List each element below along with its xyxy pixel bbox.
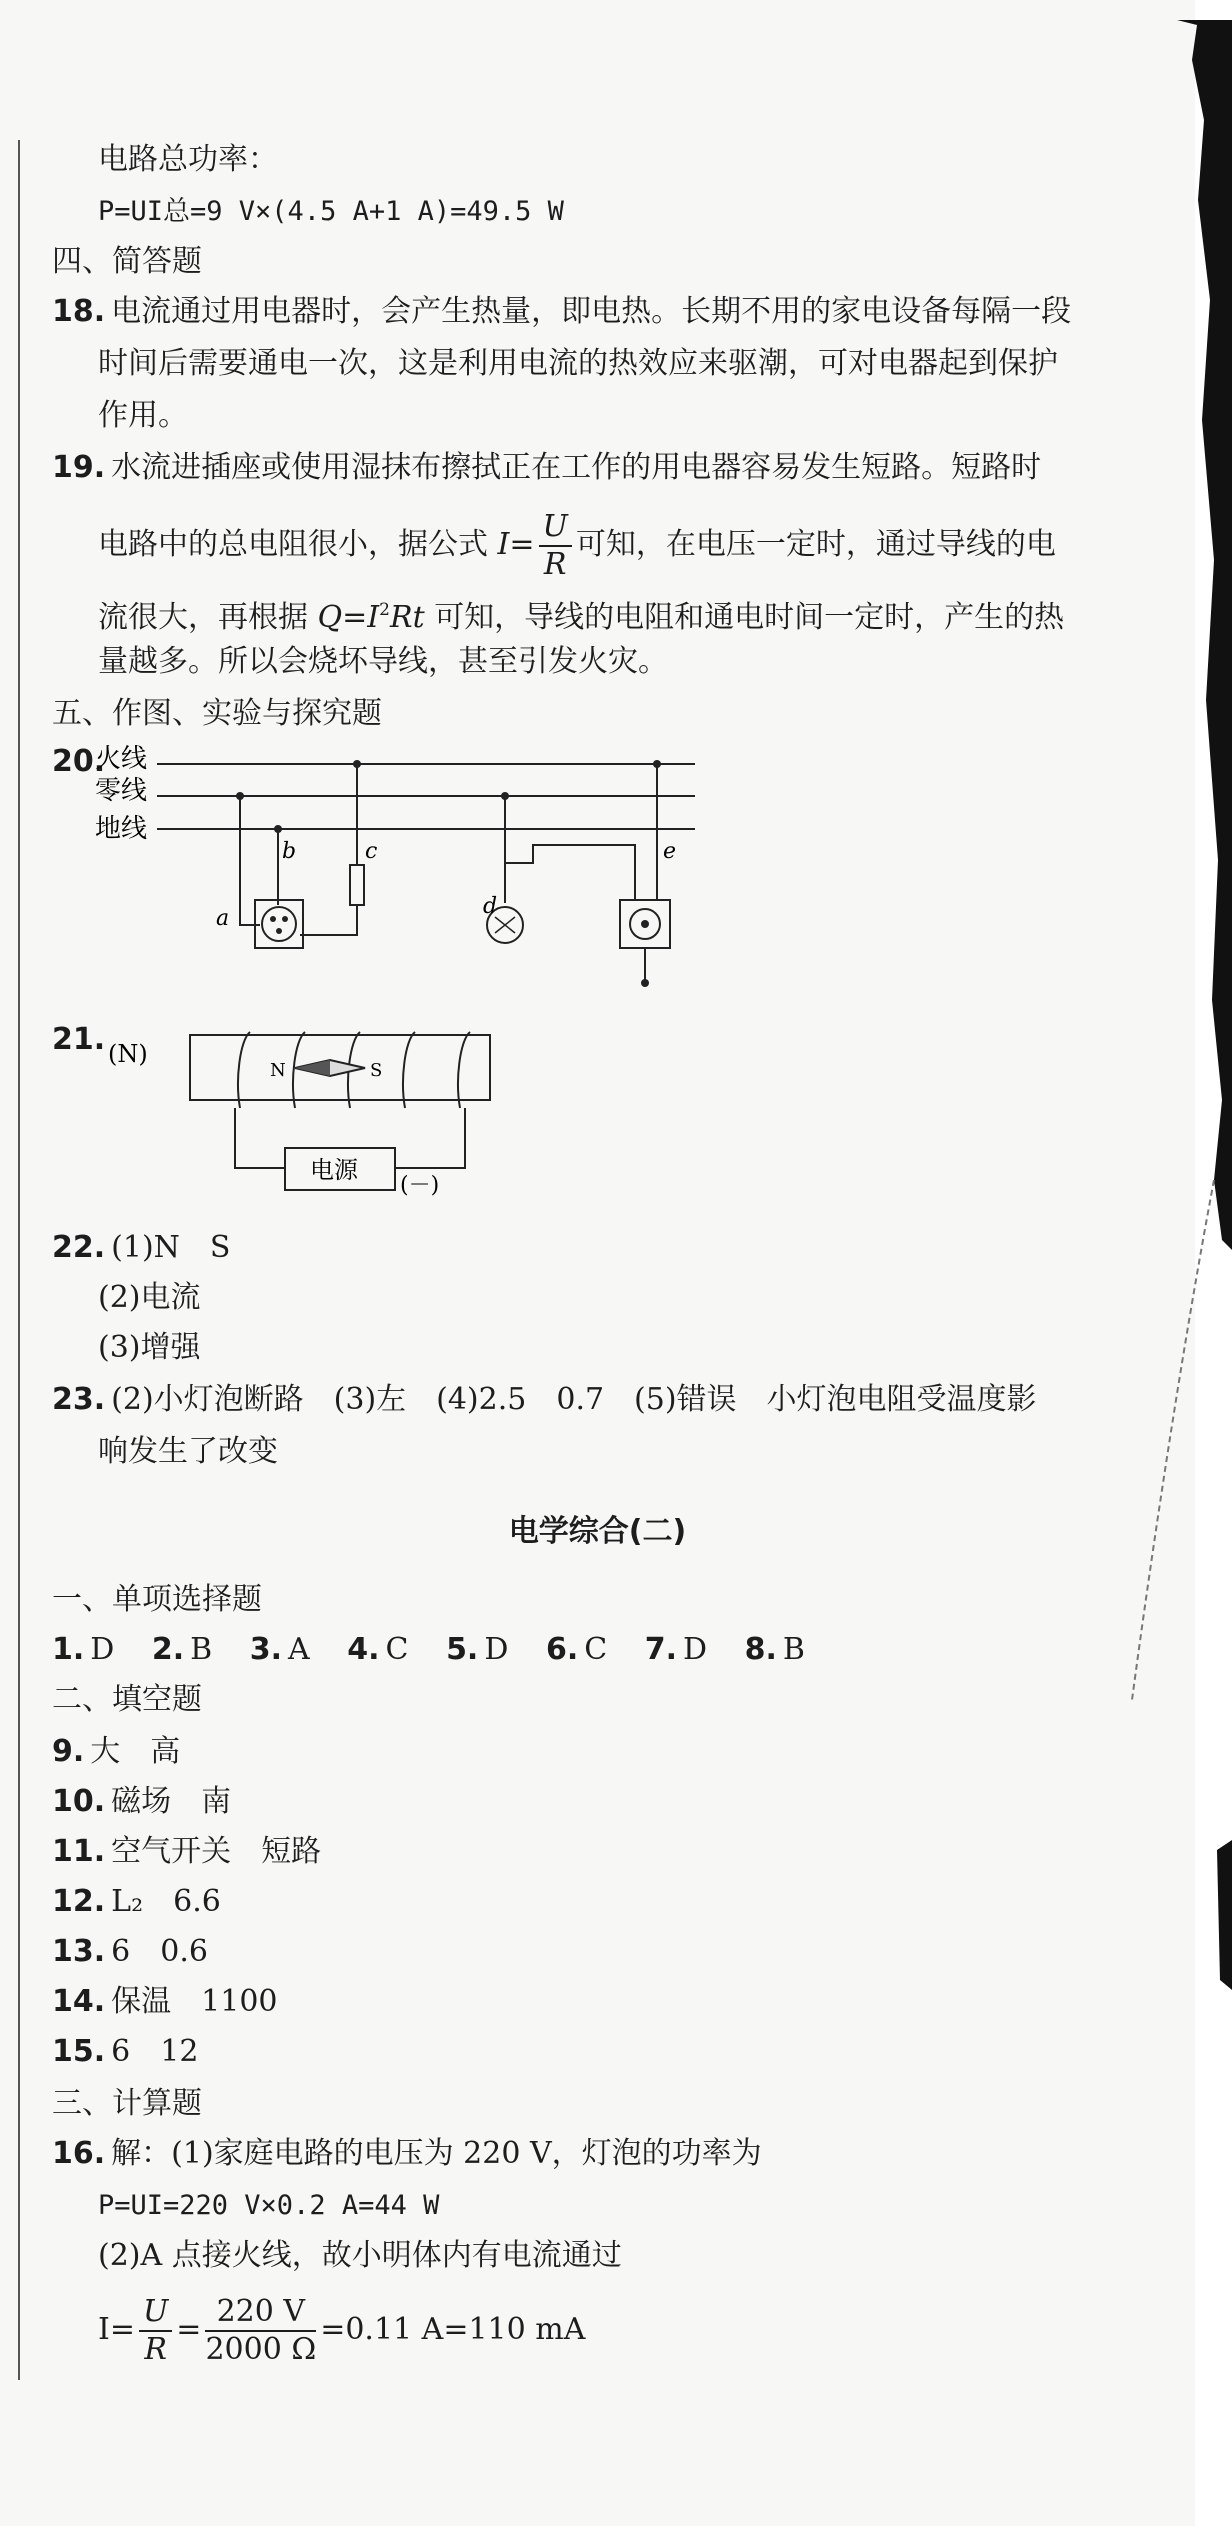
question-number: 10. [52, 1784, 106, 1819]
fill-answer [52, 1732, 180, 1772]
q16-line [52, 2134, 762, 2174]
power-source-label: 电源 [310, 1156, 358, 1184]
section-title: 电学综合(二) [508, 1514, 687, 1549]
margin-line [18, 140, 20, 2380]
question-number: 16. [52, 2136, 106, 2171]
household-circuit-diagram [95, 745, 715, 1005]
answer-text: B [782, 1632, 805, 1667]
formula-line: P=UI总=9 V×(4.5 A+1 A)=49.5 W [98, 196, 564, 227]
answer-text: 6 12 [111, 2034, 199, 2069]
ground-wire-label: 地线 [95, 814, 148, 844]
torn-edge-shadow [1122, 0, 1232, 2526]
question-number: 13. [52, 1934, 106, 1969]
answer-text: 流很大，再根据 [98, 600, 308, 635]
fill-answer [52, 1882, 221, 1922]
question-number: 11. [52, 1834, 106, 1869]
section-heading: 三、计算题 [52, 2086, 202, 2121]
question-number: 9. [52, 1734, 85, 1769]
q18-line: 作用。 [98, 398, 188, 433]
section-heading: 二、填空题 [52, 1682, 202, 1717]
fill-answer [52, 1982, 278, 2022]
answer-text: 空气开关 短路 [111, 1834, 322, 1869]
question-number: 19. [52, 450, 106, 485]
formula-line: P=UI=220 V×0.2 A=44 W [98, 2190, 440, 2221]
question-number: 8. [744, 1632, 777, 1667]
answer-text: 可知，导线的电阻和通电时间一定时，产生的热 [434, 600, 1065, 635]
section-heading: 一、单项选择题 [52, 1582, 262, 1617]
solenoid-diagram [100, 1010, 520, 1220]
answer-text: C [385, 1632, 409, 1667]
fraction-voltage-over-resistance: $\frac{220 V}{2000 \Omega}$ [205, 2294, 317, 2367]
question-number: 14. [52, 1984, 106, 2019]
fill-answer [52, 1932, 208, 1972]
needle-s-label: S [370, 1060, 383, 1081]
answer-text: (2)小灯泡断路 (3)左 (4)2.5 0.7 (5)错误 小灯泡电阻受温度影 [111, 1382, 1037, 1417]
fill-answer [52, 1782, 231, 1822]
answer-text: C [584, 1632, 608, 1667]
answer-text: 可知，在电压一定时，通过导线的电 [575, 527, 1056, 562]
question-number: 21. [52, 1022, 106, 1057]
section-heading: 四、简答题 [52, 244, 202, 279]
formula-result: =0.11 A=110 mA [320, 2312, 586, 2347]
answer-text: 解：(1)家庭电路的电压为 220 V，灯泡的功率为 [111, 2136, 762, 2171]
label-b: b [282, 839, 297, 864]
question-number: 22. [52, 1230, 106, 1265]
question-number: 5. [446, 1632, 479, 1667]
q16-line: (2)A 点接火线，故小明体内有电流通过 [98, 2238, 622, 2273]
formula-prefix: I= [98, 2312, 135, 2347]
question-number: 23. [52, 1382, 106, 1417]
answer-text: 大 高 [90, 1734, 181, 1769]
answer-text: D [90, 1632, 115, 1667]
q22-line [52, 1228, 230, 1268]
answer-text: L₂ 6.6 [111, 1884, 221, 1919]
source-pole-label: (－) [400, 1173, 440, 1198]
label-d: d [483, 894, 498, 919]
question-number: 6. [545, 1632, 579, 1667]
answer-text: 水流进插座或使用湿抹布擦拭正在工作的用电器容易发生短路。短路时 [111, 450, 1042, 485]
q19-line: 流很大，再根据 $Q=I^2Rt$ 可知，导线的电阻和通电时间一定时，产生的热 [98, 600, 1065, 635]
mc-answers [52, 1630, 833, 1670]
answer-text: 磁场 南 [111, 1784, 232, 1819]
formula-line: I= $\frac{U}{R}$ = $\frac{220 V}{2000 \Omega}$ =0.11 A=110 mA [98, 2294, 586, 2367]
answer-text: B [190, 1632, 213, 1667]
label-a: a [216, 906, 230, 931]
answer-text: A [288, 1632, 310, 1667]
question-number: 7. [644, 1632, 678, 1667]
q18-line [52, 292, 1071, 332]
question-number: 20. [52, 744, 106, 779]
q19-line [52, 448, 1041, 488]
q18-line: 时间后需要通电一次，这是利用电流的热效应来驱潮，可对电器起到保护 [98, 346, 1058, 381]
q22-line: (3)增强 [98, 1330, 201, 1365]
question-number: 2. [151, 1632, 185, 1667]
q23-line [52, 1380, 1037, 1420]
left-pole-label: (N) [108, 1040, 148, 1068]
fraction-u-over-r: $\frac{U}{R}$ [539, 509, 572, 583]
q19-line: 量越多。所以会烧坏导线，甚至引发火灾。 [98, 644, 668, 679]
answer-text: D [484, 1632, 509, 1667]
needle-n-label: N [270, 1060, 286, 1081]
q19-line: 电路中的总电阻很小，据公式 I= $\frac{U}{R}$ 可知，在电压一定时，通过导线的电 [98, 509, 1056, 582]
live-wire-label: 火线 [95, 745, 148, 774]
answer-text: 电流通过用电器时，会产生热量，即电热。长期不用的家电设备每隔一段 [111, 294, 1072, 329]
question-number: 18. [52, 294, 106, 329]
answer-text: D [683, 1632, 708, 1667]
q23-line: 响发生了改变 [98, 1434, 278, 1469]
fill-answer [52, 1832, 321, 1872]
text-line: 电路总功率： [98, 142, 278, 177]
answer-text: 6 0.6 [111, 1934, 208, 1969]
label-c: c [365, 839, 378, 864]
answer-text: 电路中的总电阻很小，据公式 [98, 527, 488, 562]
section-heading: 五、作图、实验与探究题 [52, 696, 382, 731]
question-number: 15. [52, 2034, 106, 2069]
neutral-wire-label: 零线 [95, 776, 148, 806]
answer-text: (1)N S [111, 1230, 231, 1265]
q22-line: (2)电流 [98, 1280, 201, 1315]
fill-answer [52, 2032, 198, 2072]
question-number: 12. [52, 1884, 106, 1919]
label-e: e [663, 839, 677, 864]
answer-text: 保温 1100 [111, 1984, 278, 2019]
question-number: 1. [52, 1632, 85, 1667]
question-number: 4. [347, 1632, 380, 1667]
question-number: 3. [249, 1632, 283, 1667]
